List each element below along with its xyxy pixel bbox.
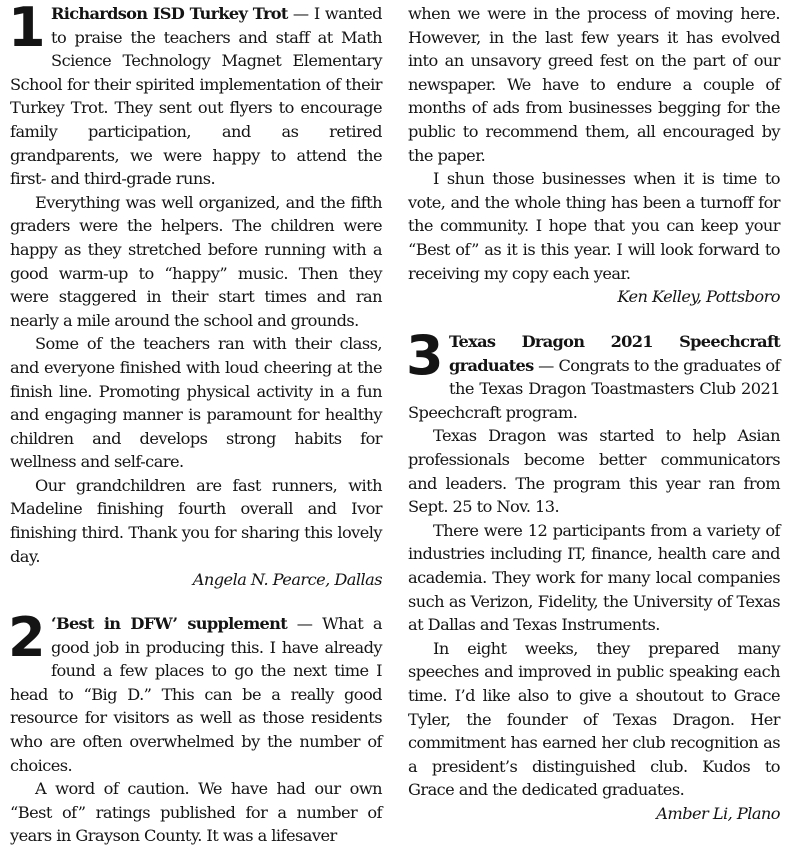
letter-3 xyxy=(406,324,780,825)
letter-paragraph: Everything was well organized, and the fifth graders were the helpers. The children were happy as they stretched before running with a good warm-up to “happy” music. Then they were staggered in their start times and ran nearly a mile around the school and grounds. xyxy=(10,192,382,330)
letter-paragraph: Some of the teachers ran with their class, and everyone finished with loud cheering at the finish line. Promoting physical activity in a fun and engaging manner is paramount for healthy children and develops strong habits for wellness and self-care. xyxy=(10,334,382,472)
letter-paragraph: In eight weeks, they prepared many speeches and improved in public speaking each time. I’d like also to give a shoutout to Grace Tyler, the founder of Texas Dragon. Her commitment has earned her club recognition as a president’s distinguished club. Kudos to Grace and the dedicated graduates. xyxy=(408,638,780,800)
letter-number: 3 xyxy=(406,324,444,387)
letter-signature: Ken Kelley, Pottsboro xyxy=(617,287,780,307)
letter-paragraph: A word of caution. We have had our own “Best of” ratings published for a number of years in Grayson County. It was a lifesaver xyxy=(10,779,382,846)
letter-headline: Texas Dragon 2021 Speechcraft graduates xyxy=(449,332,780,375)
letter-lead-text: — What a good job in producing this. I have already found a few places to go the next time I head to “Big D.” This can be a really good resource for visitors as well as those residents who are often overwhelmed by the number of choices. xyxy=(10,614,382,775)
letter-lead-text: — Congrats to the graduates of the Texas Dragon Toastmasters Club 2021 Speechcraft program. xyxy=(408,355,780,422)
letter-paragraph: Texas Dragon was started to help Asian professionals become better communicators and leaders. The program this year ran from Sept. 25 to Nov. 13. xyxy=(408,426,780,517)
letter-1 xyxy=(10,2,382,592)
letter-headline: Richardson ISD Turkey Trot xyxy=(51,4,288,23)
letter-lead xyxy=(406,324,780,424)
letter-2-continued xyxy=(408,2,780,309)
letter-number: 1 xyxy=(8,0,46,59)
letter-paragraph: when we were in the process of moving here. However, in the last few years it has evolved into an unsavory greed fest on the part of our newspaper. We have to endure a couple of months of ads from businesses begging for the public to recommend them, all encouraged by the paper. xyxy=(408,4,780,165)
letter-signature: Amber Li, Plano xyxy=(656,803,780,823)
letter-paragraph: There were 12 participants from a variety of industries including IT, finance, health care and academia. They work for many local companies such as Verizon, Fidelity, the University of Texas at Dallas and Texas Instruments. xyxy=(408,520,780,635)
letter-headline: ‘Best in DFW’ supplement xyxy=(51,614,287,633)
letter-lead xyxy=(10,2,382,191)
letter-paragraph: Our grandchildren are fast runners, with Madeline finishing fourth overall and Ivor finishing third. Thank you for sharing this lovely day. xyxy=(10,475,382,566)
letter-paragraph: I shun those businesses when it is time to vote, and the whole thing has been a turnoff for the community. I hope that you can keep your “Best of” as it is this year. I will look forward to receiving my copy each year. xyxy=(408,169,780,283)
letter-lead xyxy=(8,606,382,777)
letter-number: 2 xyxy=(8,606,46,669)
letter-lead-text: — I wanted to praise the teachers and staff at Math Science Technology Magnet Elementary School for their spirited implementation of their Turkey Trot. They sent out flyers to encourage family participation, and as retired grandparents, we were happy to attend the first- and third-grade runs. xyxy=(10,4,382,189)
letter-2 xyxy=(8,606,382,848)
letter-signature: Angela N. Pearce, Dallas xyxy=(192,570,382,590)
